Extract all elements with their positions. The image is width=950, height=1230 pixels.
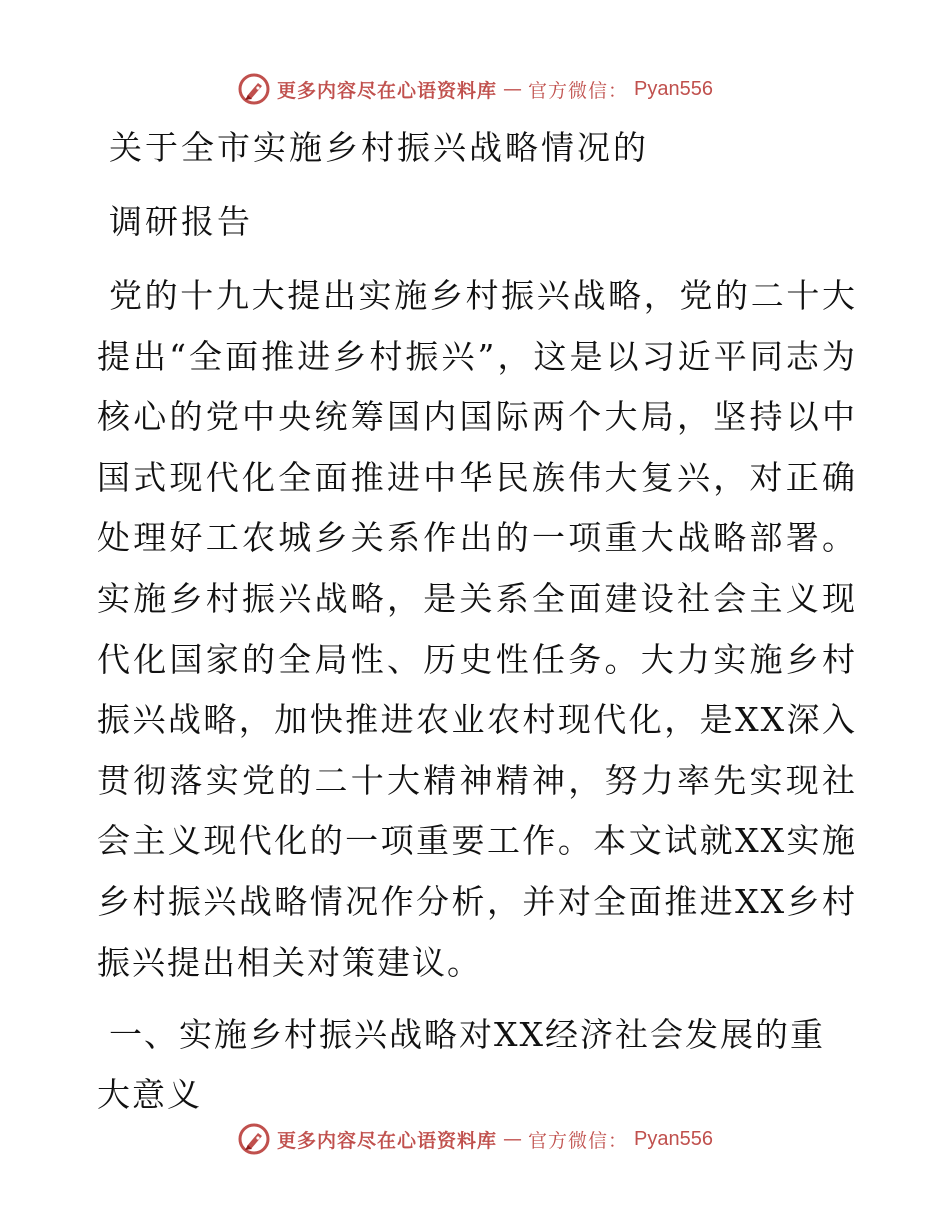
document-body [97,118,857,1125]
section-1-heading: 一、实施乡村振兴战略对XX经济社会发展的重大意义 [97,1015,825,1115]
banner-wechat-label: 官方微信： [528,1129,629,1152]
banner-brand-text: 更多内容尽在心语资料库 [277,79,498,102]
document-title-line-1: 关于全市实施乡村振兴战略情况的 [109,128,649,167]
banner-wechat-id: Pyan556 [634,1127,713,1150]
banner-brand-text: 更多内容尽在心语资料库 [277,1129,498,1152]
header-banner [0,72,950,106]
footer-banner [0,1122,950,1156]
banner-dash: — [503,1128,523,1150]
banner-wechat-label: 官方微信： [528,79,629,102]
intro-paragraph: 党的十九大提出实施乡村振兴战略，党的二十大提出“全面推进乡村振兴”，这是以习近平同志为核心的党中央统筹国内国际两个大局，坚持以中国式现代化全面推进中华民族伟大复兴，对正确处理好工农城乡关系作出的一项重大战略部署。实施乡村振兴战略，是关系全面建设社会主义现代化国家的全局性、历史性任务。大力实施乡村振兴战略，加快推进农业农村现代化，是XX深入贯彻落实党的二十大精神精神，努力率先实现社会主义现代化的一项重要工作。本文试就XX实施乡村振兴战略情况作分析，并对全面推进XX乡村振兴提出相关对策建议。 [97,276,857,982]
pen-nib-logo-icon [237,72,271,106]
pen-nib-logo-icon [237,1122,271,1156]
document-title-line-2: 调研报告 [109,202,253,241]
banner-dash: — [503,78,523,100]
banner-wechat-id: Pyan556 [634,77,713,100]
